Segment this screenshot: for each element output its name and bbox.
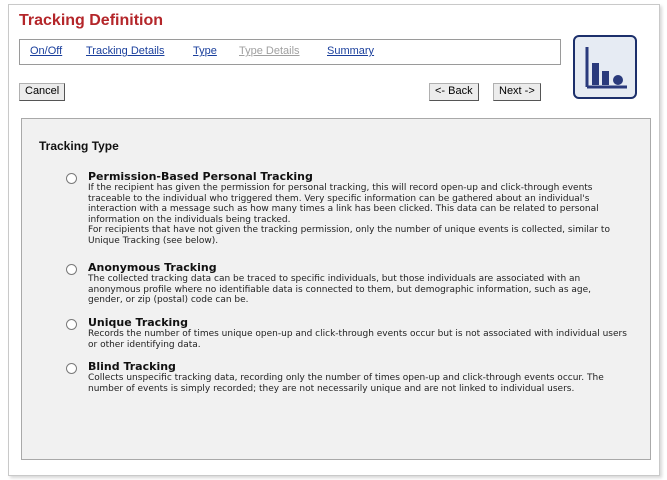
option-title: Anonymous Tracking <box>88 261 217 274</box>
tracking-logo <box>573 35 637 99</box>
wizard-steps-bar <box>19 39 561 65</box>
option-description: The collected tracking data can be traced to specific individuals, but those individuals are associated with an anonymous profile where no identifiable data is connected to them, but demographic information, such as age, gender, or zip (postal) code can be. <box>88 274 591 306</box>
radio-blind[interactable] <box>66 363 77 374</box>
option-title: Permission-Based Personal Tracking <box>88 170 313 183</box>
option-description: Collects unspecific tracking data, recording only the number of times open-up and click-through events occur. The number of events is simply recorded; they are not necessarily unique and are not linked to individual users. <box>88 373 604 394</box>
option-description <box>88 183 628 247</box>
tracking-definition-window <box>8 4 660 476</box>
tracking-type-panel <box>21 118 651 460</box>
back-button[interactable]: <- Back <box>429 83 479 101</box>
tab-type[interactable]: Type <box>193 45 217 57</box>
radio-permission-based[interactable] <box>66 173 77 184</box>
bar-chart-icon <box>575 37 635 97</box>
radio-anonymous[interactable] <box>66 264 77 275</box>
cancel-button[interactable]: Cancel <box>19 83 65 101</box>
tab-type-details: Type Details <box>239 45 300 57</box>
radio-unique[interactable] <box>66 319 77 330</box>
option-description: Records the number of times unique open-up and click-through events occur but is not associated with individual users or other identifying data. <box>88 329 627 350</box>
tab-summary[interactable]: Summary <box>327 45 375 57</box>
tab-on-off[interactable]: On/Off <box>30 45 63 57</box>
option-note-text: For recipients that have not given the tracking permission, only the number of unique events is collected, similar to Unique Tracking (see below). <box>88 225 610 246</box>
next-button[interactable]: Next -> <box>493 83 541 101</box>
section-heading: Tracking Type <box>39 139 119 153</box>
option-title: Blind Tracking <box>88 360 176 373</box>
page-title: Tracking Definition <box>19 12 164 29</box>
option-description-text: If the recipient has given the permission for personal tracking, this will record open-up and click-through events traceable to the individual who triggered them. Very specific information can be gathered about an individual's interaction with a message such as how many times a link has been clicked. This data can be related to personal information on the individuals being tracked. <box>88 183 599 225</box>
option-title: Unique Tracking <box>88 316 188 329</box>
tab-tracking-details[interactable]: Tracking Details <box>86 45 165 57</box>
